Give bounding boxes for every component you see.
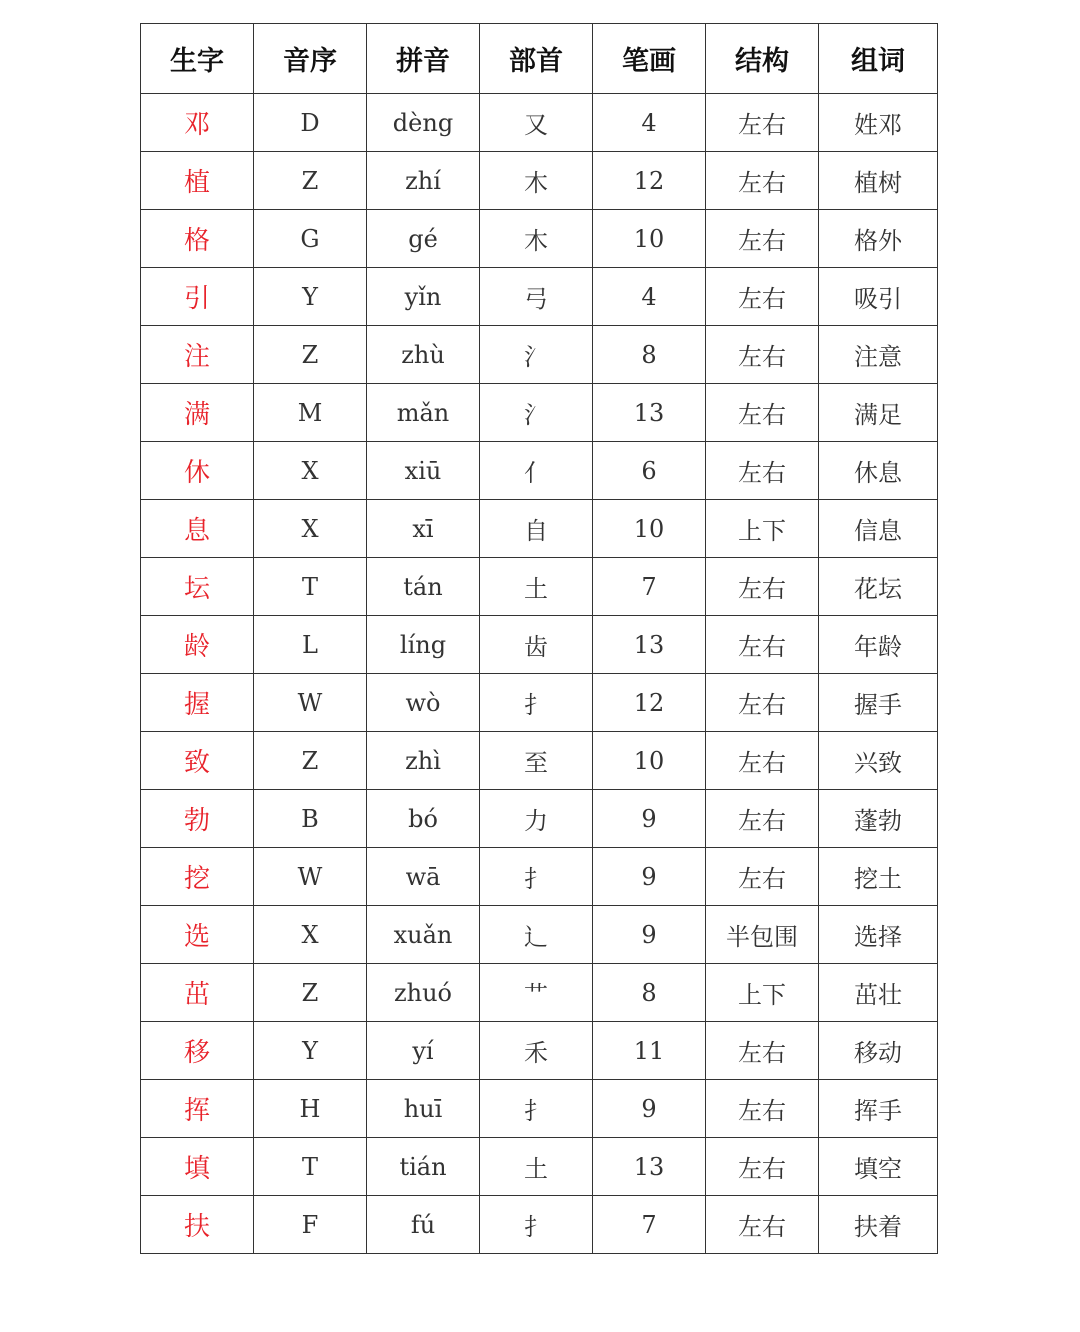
cell-char: 引 (141, 268, 254, 326)
cell-radical: 自 (480, 500, 593, 558)
cell-structure: 左右 (706, 558, 819, 616)
cell-char: 填 (141, 1138, 254, 1196)
cell-strokes: 12 (593, 152, 706, 210)
cell-strokes: 8 (593, 964, 706, 1022)
cell-pinyin: zhí (367, 152, 480, 210)
cell-radical: 氵 (480, 384, 593, 442)
cell-radical: 辶 (480, 906, 593, 964)
cell-structure: 左右 (706, 732, 819, 790)
cell-strokes: 4 (593, 94, 706, 152)
cell-char: 选 (141, 906, 254, 964)
table-row (141, 500, 938, 558)
cell-initial: F (254, 1196, 367, 1254)
table-row (141, 906, 938, 964)
cell-radical: 土 (480, 558, 593, 616)
cell-strokes: 11 (593, 1022, 706, 1080)
cell-pinyin: zhì (367, 732, 480, 790)
cell-structure: 左右 (706, 674, 819, 732)
cell-pinyin: yí (367, 1022, 480, 1080)
cell-word: 挖土 (819, 848, 938, 906)
cell-initial: M (254, 384, 367, 442)
header-word: 组词 (819, 24, 938, 94)
character-table (140, 23, 938, 1254)
cell-initial: B (254, 790, 367, 848)
cell-char: 坛 (141, 558, 254, 616)
cell-char: 挖 (141, 848, 254, 906)
table-row (141, 326, 938, 384)
cell-strokes: 10 (593, 732, 706, 790)
cell-word: 茁壮 (819, 964, 938, 1022)
cell-strokes: 9 (593, 1080, 706, 1138)
cell-word: 扶着 (819, 1196, 938, 1254)
cell-initial: Z (254, 152, 367, 210)
cell-structure: 左右 (706, 616, 819, 674)
cell-char: 植 (141, 152, 254, 210)
cell-structure: 左右 (706, 326, 819, 384)
cell-pinyin: yǐn (367, 268, 480, 326)
cell-strokes: 10 (593, 500, 706, 558)
cell-initial: H (254, 1080, 367, 1138)
cell-word: 吸引 (819, 268, 938, 326)
cell-strokes: 13 (593, 616, 706, 674)
cell-radical: 扌 (480, 1080, 593, 1138)
cell-initial: X (254, 500, 367, 558)
cell-radical: 木 (480, 152, 593, 210)
cell-structure: 左右 (706, 210, 819, 268)
cell-pinyin: xuǎn (367, 906, 480, 964)
cell-initial: G (254, 210, 367, 268)
cell-word: 满足 (819, 384, 938, 442)
table-row (141, 1196, 938, 1254)
cell-strokes: 9 (593, 906, 706, 964)
cell-structure: 上下 (706, 964, 819, 1022)
table-row (141, 442, 938, 500)
cell-radical: 至 (480, 732, 593, 790)
cell-char: 注 (141, 326, 254, 384)
cell-word: 握手 (819, 674, 938, 732)
cell-char: 休 (141, 442, 254, 500)
cell-radical: 又 (480, 94, 593, 152)
cell-structure: 左右 (706, 268, 819, 326)
cell-initial: T (254, 558, 367, 616)
cell-structure: 左右 (706, 384, 819, 442)
cell-initial: W (254, 674, 367, 732)
header-radical: 部首 (480, 24, 593, 94)
cell-radical: 土 (480, 1138, 593, 1196)
cell-pinyin: wā (367, 848, 480, 906)
cell-strokes: 4 (593, 268, 706, 326)
cell-strokes: 9 (593, 790, 706, 848)
cell-char: 移 (141, 1022, 254, 1080)
cell-word: 植树 (819, 152, 938, 210)
cell-radical: 木 (480, 210, 593, 268)
table-row (141, 674, 938, 732)
header-char: 生字 (141, 24, 254, 94)
header-strokes: 笔画 (593, 24, 706, 94)
cell-word: 花坛 (819, 558, 938, 616)
cell-strokes: 13 (593, 384, 706, 442)
cell-radical: 禾 (480, 1022, 593, 1080)
cell-initial: Z (254, 732, 367, 790)
cell-initial: Z (254, 964, 367, 1022)
cell-structure: 左右 (706, 790, 819, 848)
header-structure: 结构 (706, 24, 819, 94)
cell-initial: D (254, 94, 367, 152)
table-row (141, 94, 938, 152)
cell-structure: 半包围 (706, 906, 819, 964)
cell-word: 信息 (819, 500, 938, 558)
cell-radical: 亻 (480, 442, 593, 500)
cell-radical: 力 (480, 790, 593, 848)
table-row (141, 732, 938, 790)
cell-structure: 左右 (706, 1080, 819, 1138)
cell-structure: 左右 (706, 1022, 819, 1080)
cell-structure: 左右 (706, 152, 819, 210)
cell-radical: 氵 (480, 326, 593, 384)
cell-word: 挥手 (819, 1080, 938, 1138)
cell-pinyin: zhù (367, 326, 480, 384)
table-row (141, 1080, 938, 1138)
cell-initial: L (254, 616, 367, 674)
cell-char: 勃 (141, 790, 254, 848)
cell-initial: W (254, 848, 367, 906)
cell-strokes: 13 (593, 1138, 706, 1196)
cell-word: 填空 (819, 1138, 938, 1196)
header-pinyin: 拼音 (367, 24, 480, 94)
cell-pinyin: wò (367, 674, 480, 732)
cell-char: 握 (141, 674, 254, 732)
cell-pinyin: gé (367, 210, 480, 268)
cell-initial: X (254, 442, 367, 500)
cell-initial: Y (254, 268, 367, 326)
cell-structure: 左右 (706, 1196, 819, 1254)
cell-radical: 齿 (480, 616, 593, 674)
table-row (141, 558, 938, 616)
table-row (141, 1022, 938, 1080)
cell-word: 移动 (819, 1022, 938, 1080)
table-row (141, 152, 938, 210)
cell-pinyin: tán (367, 558, 480, 616)
cell-word: 兴致 (819, 732, 938, 790)
cell-radical: 扌 (480, 674, 593, 732)
cell-radical: 扌 (480, 848, 593, 906)
cell-char: 邓 (141, 94, 254, 152)
cell-structure: 左右 (706, 848, 819, 906)
cell-pinyin: bó (367, 790, 480, 848)
cell-initial: X (254, 906, 367, 964)
cell-pinyin: mǎn (367, 384, 480, 442)
cell-strokes: 9 (593, 848, 706, 906)
table-row (141, 210, 938, 268)
cell-strokes: 7 (593, 1196, 706, 1254)
cell-initial: Y (254, 1022, 367, 1080)
cell-strokes: 12 (593, 674, 706, 732)
cell-char: 挥 (141, 1080, 254, 1138)
table-row (141, 268, 938, 326)
cell-strokes: 7 (593, 558, 706, 616)
cell-pinyin: huī (367, 1080, 480, 1138)
cell-initial: T (254, 1138, 367, 1196)
cell-char: 满 (141, 384, 254, 442)
cell-pinyin: zhuó (367, 964, 480, 1022)
cell-structure: 左右 (706, 94, 819, 152)
cell-structure: 左右 (706, 1138, 819, 1196)
cell-pinyin: xī (367, 500, 480, 558)
cell-pinyin: xiū (367, 442, 480, 500)
table-body (141, 94, 938, 1254)
table-row (141, 616, 938, 674)
cell-radical: 扌 (480, 1196, 593, 1254)
table-row (141, 1138, 938, 1196)
table-header (141, 24, 938, 94)
cell-char: 茁 (141, 964, 254, 1022)
cell-word: 注意 (819, 326, 938, 384)
cell-char: 致 (141, 732, 254, 790)
cell-char: 扶 (141, 1196, 254, 1254)
cell-radical: 弓 (480, 268, 593, 326)
cell-char: 格 (141, 210, 254, 268)
cell-radical: 艹 (480, 964, 593, 1022)
cell-word: 格外 (819, 210, 938, 268)
table-row (141, 384, 938, 442)
cell-char: 息 (141, 500, 254, 558)
table-row (141, 790, 938, 848)
cell-pinyin: líng (367, 616, 480, 674)
cell-word: 年龄 (819, 616, 938, 674)
cell-word: 休息 (819, 442, 938, 500)
cell-char: 龄 (141, 616, 254, 674)
header-initial: 音序 (254, 24, 367, 94)
cell-structure: 左右 (706, 442, 819, 500)
cell-strokes: 10 (593, 210, 706, 268)
cell-pinyin: tián (367, 1138, 480, 1196)
cell-word: 姓邓 (819, 94, 938, 152)
cell-structure: 上下 (706, 500, 819, 558)
table-row (141, 964, 938, 1022)
cell-pinyin: fú (367, 1196, 480, 1254)
cell-word: 选择 (819, 906, 938, 964)
table-row (141, 848, 938, 906)
header-row (141, 24, 938, 94)
cell-strokes: 6 (593, 442, 706, 500)
cell-initial: Z (254, 326, 367, 384)
cell-strokes: 8 (593, 326, 706, 384)
cell-pinyin: dèng (367, 94, 480, 152)
cell-word: 蓬勃 (819, 790, 938, 848)
